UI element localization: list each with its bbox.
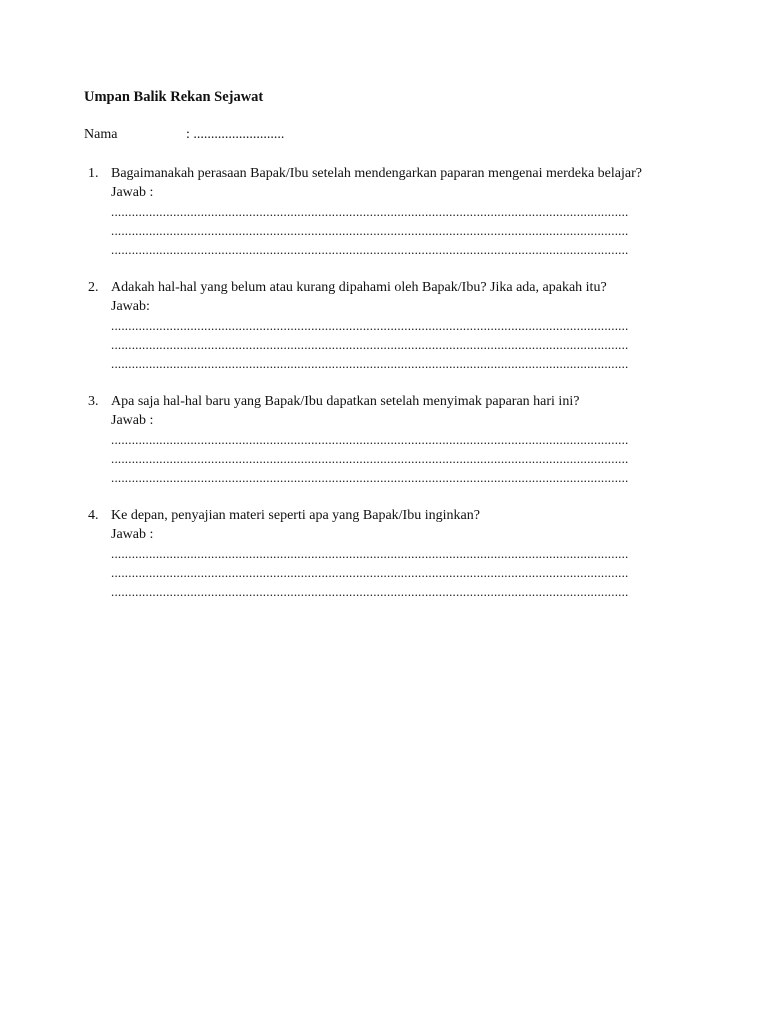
answer-line: ......................................................................................................................................................: [111, 318, 629, 333]
answer-line: ......................................................................................................................................................: [111, 546, 629, 561]
answer-line: ......................................................................................................................................................: [111, 584, 629, 599]
name-label: Nama: [84, 127, 118, 142]
question-item: [84, 164, 674, 259]
question-number: 1.: [88, 166, 99, 181]
answer-label: Jawab :: [111, 185, 154, 200]
name-field: [84, 126, 284, 144]
answer-line: ......................................................................................................................................................: [111, 356, 629, 371]
question-item: [84, 278, 674, 373]
question-text: Bagaimanakah perasaan Bapak/Ibu setelah mendengarkan paparan mengenai merdeka belajar?: [111, 166, 642, 181]
name-value: : ..........................: [186, 127, 285, 142]
question-text: Adakah hal-hal yang belum atau kurang dipahami oleh Bapak/Ibu? Jika ada, apakah itu?: [111, 280, 607, 295]
question-number: 4.: [88, 508, 99, 523]
document-title: Umpan Balik Rekan Sejawat: [84, 89, 264, 105]
answer-label: Jawab :: [111, 413, 154, 428]
answer-label: Jawab :: [111, 527, 154, 542]
answer-line: ......................................................................................................................................................: [111, 432, 629, 447]
question-list: [84, 164, 674, 601]
answer-line: ......................................................................................................................................................: [111, 565, 629, 580]
question-text: Ke depan, penyajian materi seperti apa yang Bapak/Ibu inginkan?: [111, 508, 480, 523]
question-number: 2.: [88, 280, 99, 295]
question-item: [84, 392, 674, 487]
answer-line: ......................................................................................................................................................: [111, 451, 629, 466]
answer-line: ......................................................................................................................................................: [111, 223, 629, 238]
question-text: Apa saja hal-hal baru yang Bapak/Ibu dapatkan setelah menyimak paparan hari ini?: [111, 394, 580, 409]
answer-label: Jawab:: [111, 299, 150, 314]
answer-line: ......................................................................................................................................................: [111, 204, 629, 219]
answer-line: ......................................................................................................................................................: [111, 470, 629, 485]
question-number: 3.: [88, 394, 99, 409]
answer-line: ......................................................................................................................................................: [111, 337, 629, 352]
answer-line: ......................................................................................................................................................: [111, 242, 629, 257]
question-item: [84, 506, 674, 601]
